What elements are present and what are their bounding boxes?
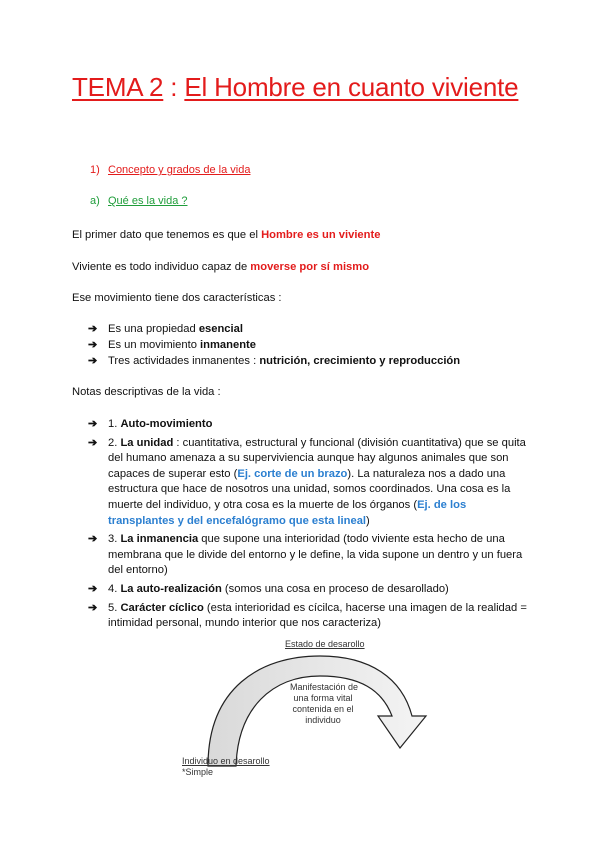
diagram-bottom-label: Individuo en desarollo *Simple <box>182 756 270 777</box>
list-item-note-2: ➔ 2. La unidad : cuantitativa, estructural y funcional (división cuantitativa) que se quita del humano amenaza a su superviviencia aunque hay algunos animales que son capaces de superar esto (Ej. corte de un brazo). La naturaleza nos a dado una estructura que hace de nosotros una unidad, somos coordinados. Una cosa es la muerte del individuo, y otra cosa es la muerte de los órganos (Ej. de los transplantes y del encefalógramo que esta lineal) <box>88 436 526 527</box>
arrow-icon: ➔ <box>88 533 98 546</box>
list-item-note-3: ➔ 3. La inmanencia que supone una interioridad (todo viviente esta hecho de una membrana que le divide del entorno y le define, la vida supone un dentro y un fuera del entorno) <box>88 533 523 577</box>
arrow-icon: ➔ <box>88 355 98 367</box>
list-item-esencial: ➔ Es una propiedad esencial <box>88 323 243 335</box>
list-item-note-4: ➔ 4. La auto-realización (somos una cosa en proceso de desarollado) <box>88 582 528 598</box>
diagram-center-label: Manifestación de una forma vital contenida en el individuo <box>290 682 359 725</box>
heading-que-es-la-vida: a) Qué es la vida ? <box>90 195 188 207</box>
notes-list <box>88 417 528 632</box>
heading-concepto: 1) Concepto y grados de la vida <box>90 164 251 176</box>
arrow-icon: ➔ <box>88 601 98 614</box>
list-item-note-5: ➔ 5. Carácter cíclico (esta interioridad es cícilca, hacerse una imagen de la realidad = intimidad personal, mundo interior que nos caracteriza) <box>88 601 527 630</box>
list-item-inmanente: ➔ Es un movimiento inmanente <box>88 339 256 351</box>
arrow-icon: ➔ <box>88 323 98 335</box>
arrow-icon: ➔ <box>88 436 98 449</box>
paragraph-viviente: Viviente es todo individuo capaz de moverse por sí mismo <box>72 261 370 273</box>
list-item-note-1: ➔ 1. Auto-movimiento <box>88 417 528 433</box>
diagram-top-label: Estado de desarollo <box>285 639 365 649</box>
page-title: TEMA 2 : El Hombre en cuanto viviente <box>72 72 519 102</box>
notes-intro: Notas descriptivas de la vida : <box>72 386 221 398</box>
arrow-icon: ➔ <box>88 582 98 595</box>
paragraph-primer-dato: El primer dato que tenemos es que el Hombre es un viviente <box>72 229 381 241</box>
arrow-icon: ➔ <box>88 339 98 351</box>
paragraph-movimiento: Ese movimiento tiene dos características : <box>72 292 282 304</box>
list-item-actividades: ➔ Tres actividades inmanentes : nutrición, crecimiento y reproducción <box>88 355 461 367</box>
arrow-icon: ➔ <box>88 418 98 430</box>
